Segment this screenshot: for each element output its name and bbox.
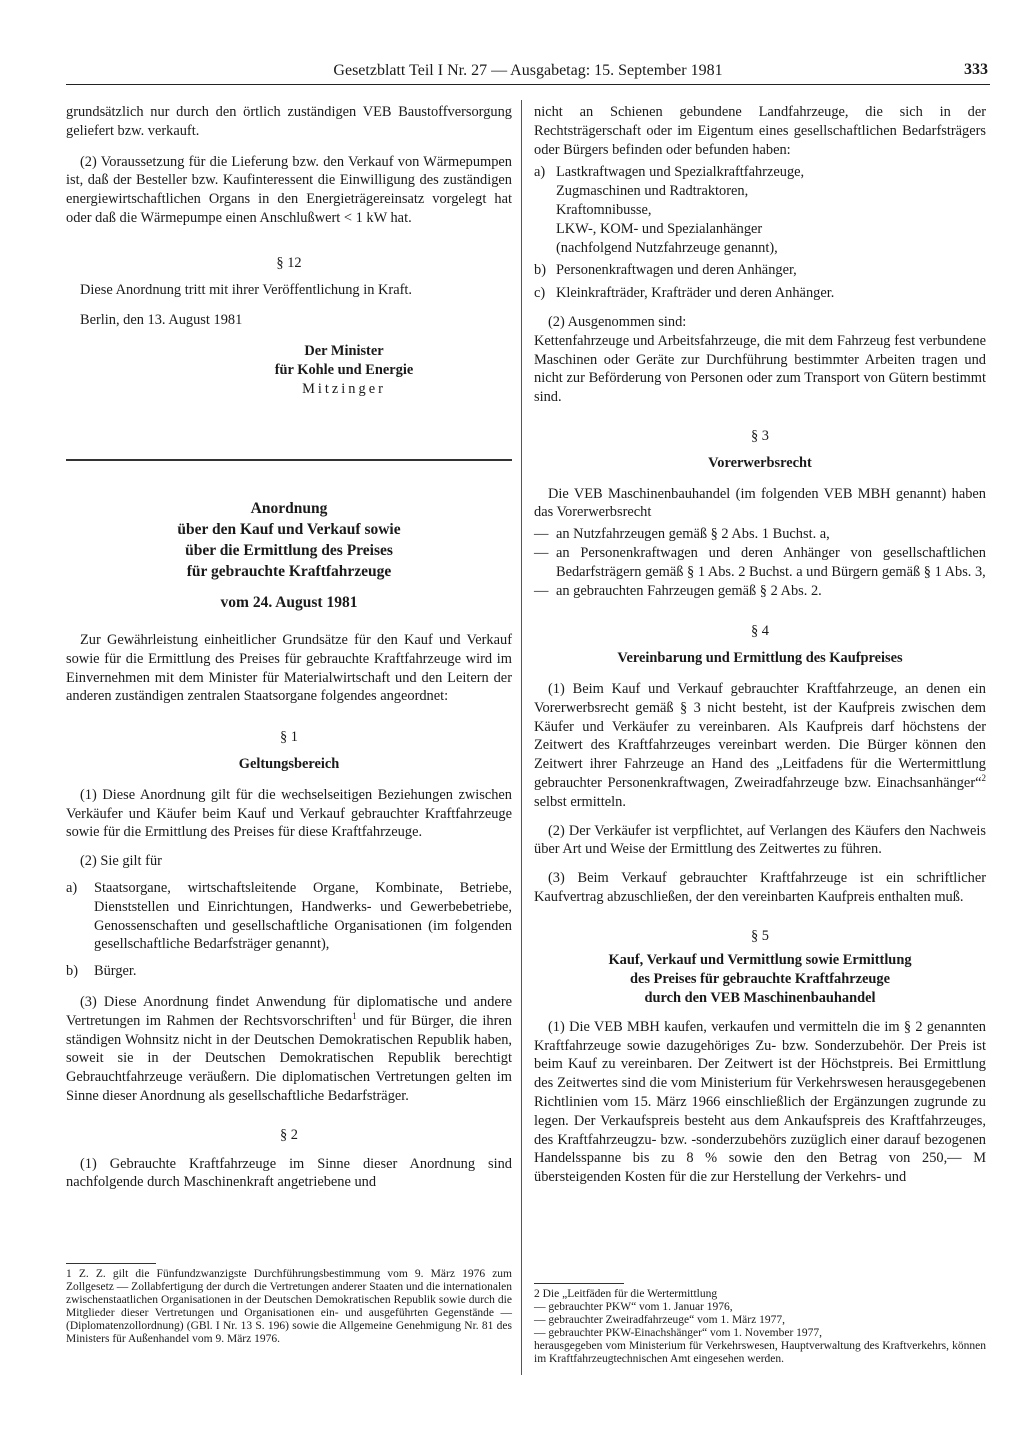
dash-marker: — [534,526,549,543]
exception-heading: (2) Ausgenommen sind: [548,313,687,330]
section-5-title-1: Kauf, Verkauf und Vermittlung sowie Ermittlung [608,952,912,969]
signature-title: Der Minister [304,343,384,360]
list-item-a [66,879,512,954]
list-text: Personenkraftwagen und deren Anhänger, [556,262,797,279]
list-text: Kleinkrafträder, Krafträder und deren Anhänger. [556,285,835,302]
footnote-2-line: — gebrauchter Zweiradfahrzeuge“ vom 1. März 1977, [534,1314,785,1326]
para-1-part-2: selbst ermitteln. [534,793,626,810]
signature-name: Mitzinger [302,380,386,397]
list-line: Zugmaschinen und Radtraktoren, [556,183,749,200]
vehicle-list-c [534,284,986,303]
right-column [534,103,986,1187]
section-3-para: Die VEB Maschinenbauhandel (im folgenden VEB MBH genannt) haben das Vorerwerbsrecht [534,485,986,521]
left-column-bottom [66,498,512,1192]
continuation-text: nicht an Schienen gebundene Landfahrzeuge, die sich in der Rechtsträgerschaft oder im Eigentum eines gesellschaftlichen Bedarfsträgers oder Bürgers befinden oder befunden haben: [534,104,986,158]
section-4-para-1 [534,680,986,812]
section-1-title: Geltungsbereich [238,755,340,772]
place-date: Berlin, den 13. August 1981 [80,312,243,329]
dash-marker: — [534,582,549,599]
para-3-part-2: und für Bürger, die ihren ständigen Wohnsitz nicht in der Deutschen Demokratischen Republik haben, soweit sie in der Deutschen Demokratischen Republik berechtigt Gebrauchtfahrzeuge veräußern. Die diplomatischen Vertretungen gelten im Sinne dieser Anordnung als gesellschaftliche Bedarfsträger. [66,1012,512,1104]
section-12-text: Diese Anordnung tritt mit ihrer Veröffentlichung in Kraft. [80,281,412,298]
list-item-b [66,962,512,981]
dash-marker: — [534,544,549,561]
dash-item-2 [534,544,986,582]
vehicle-list-b [534,261,986,280]
dash-text: an Nutzfahrzeugen gemäß § 2 Abs. 1 Buchst. a, [556,526,830,543]
list-marker: a) [66,879,78,896]
exception-text: Kettenfahrzeuge und Arbeitsfahrzeuge, die mit dem Fahrzeug fest verbundene Maschinen oder Geräte zur Durchführung bestimmter Arbeiten tragen und nicht zur Beförderung von Personen oder zum Transport von Gütern bestimmt sind. [534,332,986,406]
list-line: Lastkraftwagen und Spezialkraftfahrzeuge, [556,164,805,181]
paragraph-2: (2) Voraussetzung für die Lieferung bzw. den Verkauf von Wärmepumpen ist, daß der Besteller bzw. Kaufinteressent die Einwilligung des zuständigen energiewirtschaftlichen Organs in den Energieträgereinsatz vorgelegt hat oder daß die Wärmepumpe einen Anschlußwert < 1 kW hat. [66,153,512,226]
list-line: LKW-, KOM- und Spezialanhänger [556,220,763,237]
section-5-title-2: des Preises für gebrauchte Kraftfahrzeuge [629,971,891,988]
header-title: Gesetzblatt Teil I Nr. 27 — Ausgabetag: 15. September 1981 [333,62,723,79]
footnote-2-line: — gebrauchter PKW“ vom 1. Januar 1976, [534,1301,733,1313]
footnote-2-line: — gebrauchter PKW-Einachshänger“ vom 1. November 1977, [534,1327,823,1339]
section-4-heading: § 4 [751,623,769,640]
preamble: Zur Gewährleistung einheitlicher Grundsätze für den Kauf und Verkauf sowie für die Ermittlung des Preises für gebrauchte Kraftfahrzeuge wird im Einvernehmen mit dem Minister für Materialwirtschaft und den Leitern der anderen zuständigen zentralen Staatsorgane folgendes angeordnet: [66,632,512,705]
list-text: Bürger. [94,963,137,980]
section-12-heading: § 12 [276,254,302,271]
footnote-2-line: herausgegeben vom Ministerium für Verkehrswesen, Hauptverwaltung des Kraftverkehrs, können im Kraftfahrzeugtechnischen Amt eingesehen werden. [534,1340,986,1365]
section-5-title-3: durch den VEB Maschinenbauhandel [644,990,876,1007]
list-text [556,163,986,257]
footnote-2 [534,1288,986,1366]
list-marker: b) [66,963,78,980]
list-marker: c) [534,285,546,302]
continuation-text: grundsätzlich nur durch den örtlich zuständigen VEB Baustoffversorgung geliefert bzw. verkauft. [66,104,512,139]
section-1-para-3 [66,993,512,1106]
page-header [66,60,990,85]
column-divider [521,100,522,1375]
section-3-title: Vorerwerbsrecht [708,454,812,471]
footnote-2-line: 2 Die „Leitfäden für die Wertermittlung [534,1288,718,1300]
list-marker: b) [534,262,546,279]
vehicle-list-a [534,163,986,257]
section-1-para-1: (1) Diese Anordnung gilt für die wechselseitigen Beziehungen zwischen Verkäufer und Käufer beim Kauf und Verkauf gebrauchter Kraftfahrzeuge sowie für die Ermittlung des Preises für diese Kraftfahrzeuge. [66,786,512,841]
list-line: Kraftomnibusse, [556,201,652,218]
list-text: Staatsorgane, wirtschaftsleitende Organe, Kombinate, Betriebe, Dienststellen und Einrichtungen, Handwerks- und Gewerbebetriebe, Genossenschaften und gesellschaftliche Organisationen (im folgenden gesellschaftliche Bedarfsträger genannt), [94,879,512,953]
para-3-part-1: (3) Diese Anordnung findet Anwendung für diplomatische und andere Vertretungen im Rahmen der Rechtsvorschriften [66,993,512,1029]
dash-item-3 [534,582,986,601]
section-5-para-1: (1) Die VEB MBH kaufen, verkaufen und vermitteln die im § 2 genannten Kraftfahrzeuge sowie dazugehöriges Zu- bzw. Sonderzubehör. Der Preis ist beim Kauf zu vereinbaren. Der Zeitwert ist der Höchstpreis. Bei Ermittlung des Zeitwertes sind die vom Ministerium für Verkehrswesen herausgegebenen Richtlinien vom 15. März 1966 einschließlich der Ergänzungen zugrunde zu legen. Der Verkaufspreis besteht aus dem Ankaufspreis des Kraftfahrzeuges, des Kraftfahrzeugzu- bzw. -sonderzubehörs zuzüglich einer darauf bezogenen Handelsspanne bis zu 8 % sowie den den Betrag von 250,— M übersteigenden Kosten für die zur Herstellung der Verkehrs- und [534,1018,986,1186]
footnote-ref-1: 1 [352,1010,357,1021]
footnote-1: 1 Z. Z. gilt die Fünfundzwanzigste Durchführungsbestimmung vom 9. März 1976 zum Zollgesetz — Zollabfertigung der durch die Vertretungen anderer Staaten und die internationalen zwischenstaatlichen Organisationen in der Deutschen Demokratischen Republik sowie durch die Mitglieder dieser Vertretungen und Organisationen ein- und ausgeführten Gegenstände — (Diplomatenzollordnung) (GBl. I Nr. 13 S. 196) sowie die Allgemeine Genehmigung Nr. 81 des Ministers für Außenhandel vom 9. März 1976. [66,1268,512,1345]
dash-text: an gebrauchten Fahrzeugen gemäß § 2 Abs. 2. [556,582,822,599]
document-title-1: Anordnung [250,500,328,517]
section-4-para-2: (2) Der Verkäufer ist verpflichtet, auf Verlangen des Käufers den Nachweis über Art und Weise der Ermittlung des Zeitwertes zu führen. [534,822,986,858]
list-line: (nachfolgend Nutzfahrzeuge genannt), [556,239,778,256]
footnote-ref-2: 2 [981,773,986,784]
document-title-4: für gebrauchte Kraftfahrzeuge [186,563,392,580]
section-separator [66,459,512,461]
section-2-heading: § 2 [280,1126,298,1143]
left-column-top [66,103,512,399]
section-5-heading: § 5 [751,927,769,944]
dash-item-1 [534,525,986,544]
document-title-3: über die Ermittlung des Preises [185,542,393,559]
footnote-rule [534,1283,624,1284]
section-4-para-3: (3) Beim Verkauf gebrauchter Kraftfahrzeuge ist ein schriftlicher Kaufvertrag abzuschließen, der den vereinbarten Kaufpreis enthalten muß. [534,870,986,905]
section-4-title: Vereinbarung und Ermittlung des Kaufpreises [617,650,903,667]
list-marker: a) [534,164,546,181]
dash-text: an Personenkraftwagen und deren Anhänger von gesellschaftlichen Bedarfsträgern gemäß § 1 Abs. 2 Buchst. a und Bürgern gemäß § 1 Abs. 3, [556,544,986,580]
section-1-para-2: (2) Sie gilt für [80,853,162,870]
footnote-rule [66,1263,156,1264]
section-3-heading: § 3 [751,427,769,444]
section-2-para-1: (1) Gebrauchte Kraftfahrzeuge im Sinne dieser Anordnung sind nachfolgende durch Maschinenkraft angetriebene und [66,1155,512,1191]
document-title-2: über den Kauf und Verkauf sowie [177,521,401,538]
section-1-heading: § 1 [280,729,298,746]
signature-ministry: für Kohle und Energie [274,361,414,378]
document-date: vom 24. August 1981 [220,594,358,611]
para-1-part-1: (1) Beim Kauf und Verkauf gebrauchter Kraftfahrzeuge, an denen ein Vorerwerbsrecht gemäß § 3 nicht besteht, ist der Kaufpreis zwischen dem Käufer und Verkäufer zu vereinbaren. Als Kaufpreis darf höchstens der Zeitwert des Kraftfahrzeuges vereinbart werden. Die Bürger können den Zeitwert ihrer Fahrzeuge an Hand des „Leitfadens für die Wertermittlung gebrauchter Personenkraftwagen, Zweiradfahrzeuge bzw. Einachsanhänger“ [534,680,986,791]
page-number: 333 [964,61,988,78]
